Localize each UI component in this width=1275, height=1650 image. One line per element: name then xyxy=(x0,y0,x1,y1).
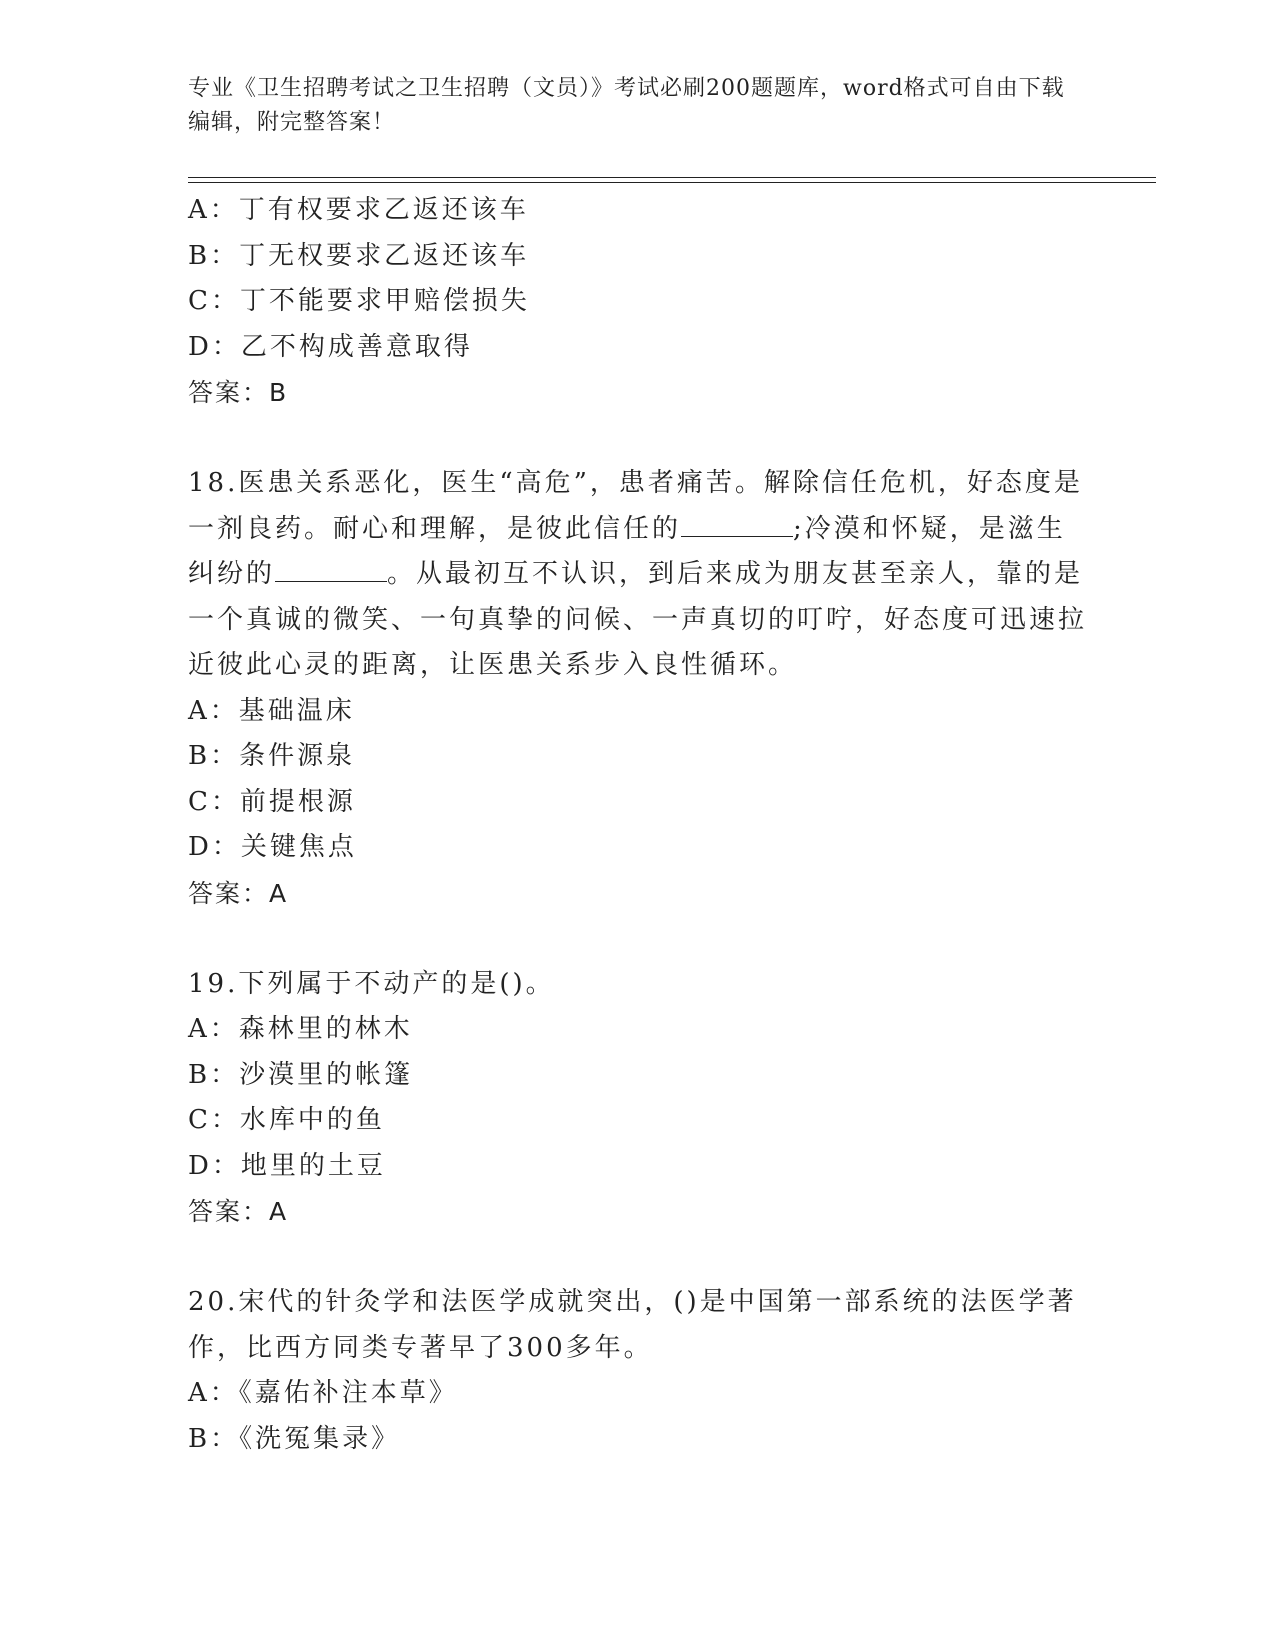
option-a: A：基础温床 xyxy=(188,695,355,726)
spacer xyxy=(188,916,1088,962)
question-text-part1: 18.医患关系恶化，医生“高危”，患者痛苦。解除信任危机，好态度是一剂良药。耐心和理解，是彼此信任的 xyxy=(188,468,1083,544)
option-b: B：丁无权要求乙返还该车 xyxy=(188,240,530,271)
option-b: B：条件源泉 xyxy=(188,741,356,771)
fill-blank-2 xyxy=(275,559,387,582)
header-rule-top xyxy=(188,177,1156,178)
question-20 xyxy=(188,1280,1088,1462)
question-text: 20.宋代的针灸学和法医学成就突出，()是中国第一部系统的法医学著作，比西方同类专著早了300多年。 xyxy=(188,1287,1077,1363)
option-d: D：地里的土豆 xyxy=(188,1150,386,1181)
option-a: A：丁有权要求乙返还该车 xyxy=(188,195,529,225)
option-c: C：丁不能要求甲赔偿损失 xyxy=(188,286,530,316)
option-c: C：水库中的鱼 xyxy=(188,1105,385,1135)
question-text: 19.下列属于不动产的是()。 xyxy=(188,968,555,999)
spacer xyxy=(188,1235,1088,1281)
answer: 答案：A xyxy=(188,878,289,908)
option-c: C：前提根源 xyxy=(188,786,356,817)
question-text-part2: ;冷漠和怀疑，是滋生纠纷的 xyxy=(188,513,1066,589)
document-header: 专业《卫生招聘考试之卫生招聘（文员）》考试必刷200题题库，word格式可自由下载编辑，附完整答案！ xyxy=(188,76,1065,135)
option-a: A：森林里的林木 xyxy=(188,1014,413,1044)
question-18 xyxy=(188,461,1088,916)
option-b: B：沙漠里的帐篷 xyxy=(188,1059,414,1090)
spacer xyxy=(188,416,1088,462)
option-b: B：《洗冤集录》 xyxy=(188,1423,401,1454)
question-text xyxy=(188,461,1088,689)
header-rule-bottom xyxy=(188,182,1156,183)
question-19 xyxy=(188,962,1088,1235)
answer: 答案：A xyxy=(188,1197,289,1226)
option-d: D：关键焦点 xyxy=(188,832,357,862)
question-17 xyxy=(188,188,1088,416)
question-list xyxy=(188,188,1088,1462)
question-text-part3: 。从最初互不认识，到后来成为朋友甚至亲人，靠的是一个真诚的微笑、一句真挚的问候、一声真切的叮咛，好态度可迅速拉近彼此心灵的距离，让医患关系步入良性循环。 xyxy=(188,559,1088,680)
option-a: A：《嘉佑补注本草》 xyxy=(188,1378,458,1408)
option-d: D：乙不构成善意取得 xyxy=(188,331,473,362)
fill-blank-1 xyxy=(681,514,793,537)
answer: 答案：B xyxy=(188,378,289,407)
